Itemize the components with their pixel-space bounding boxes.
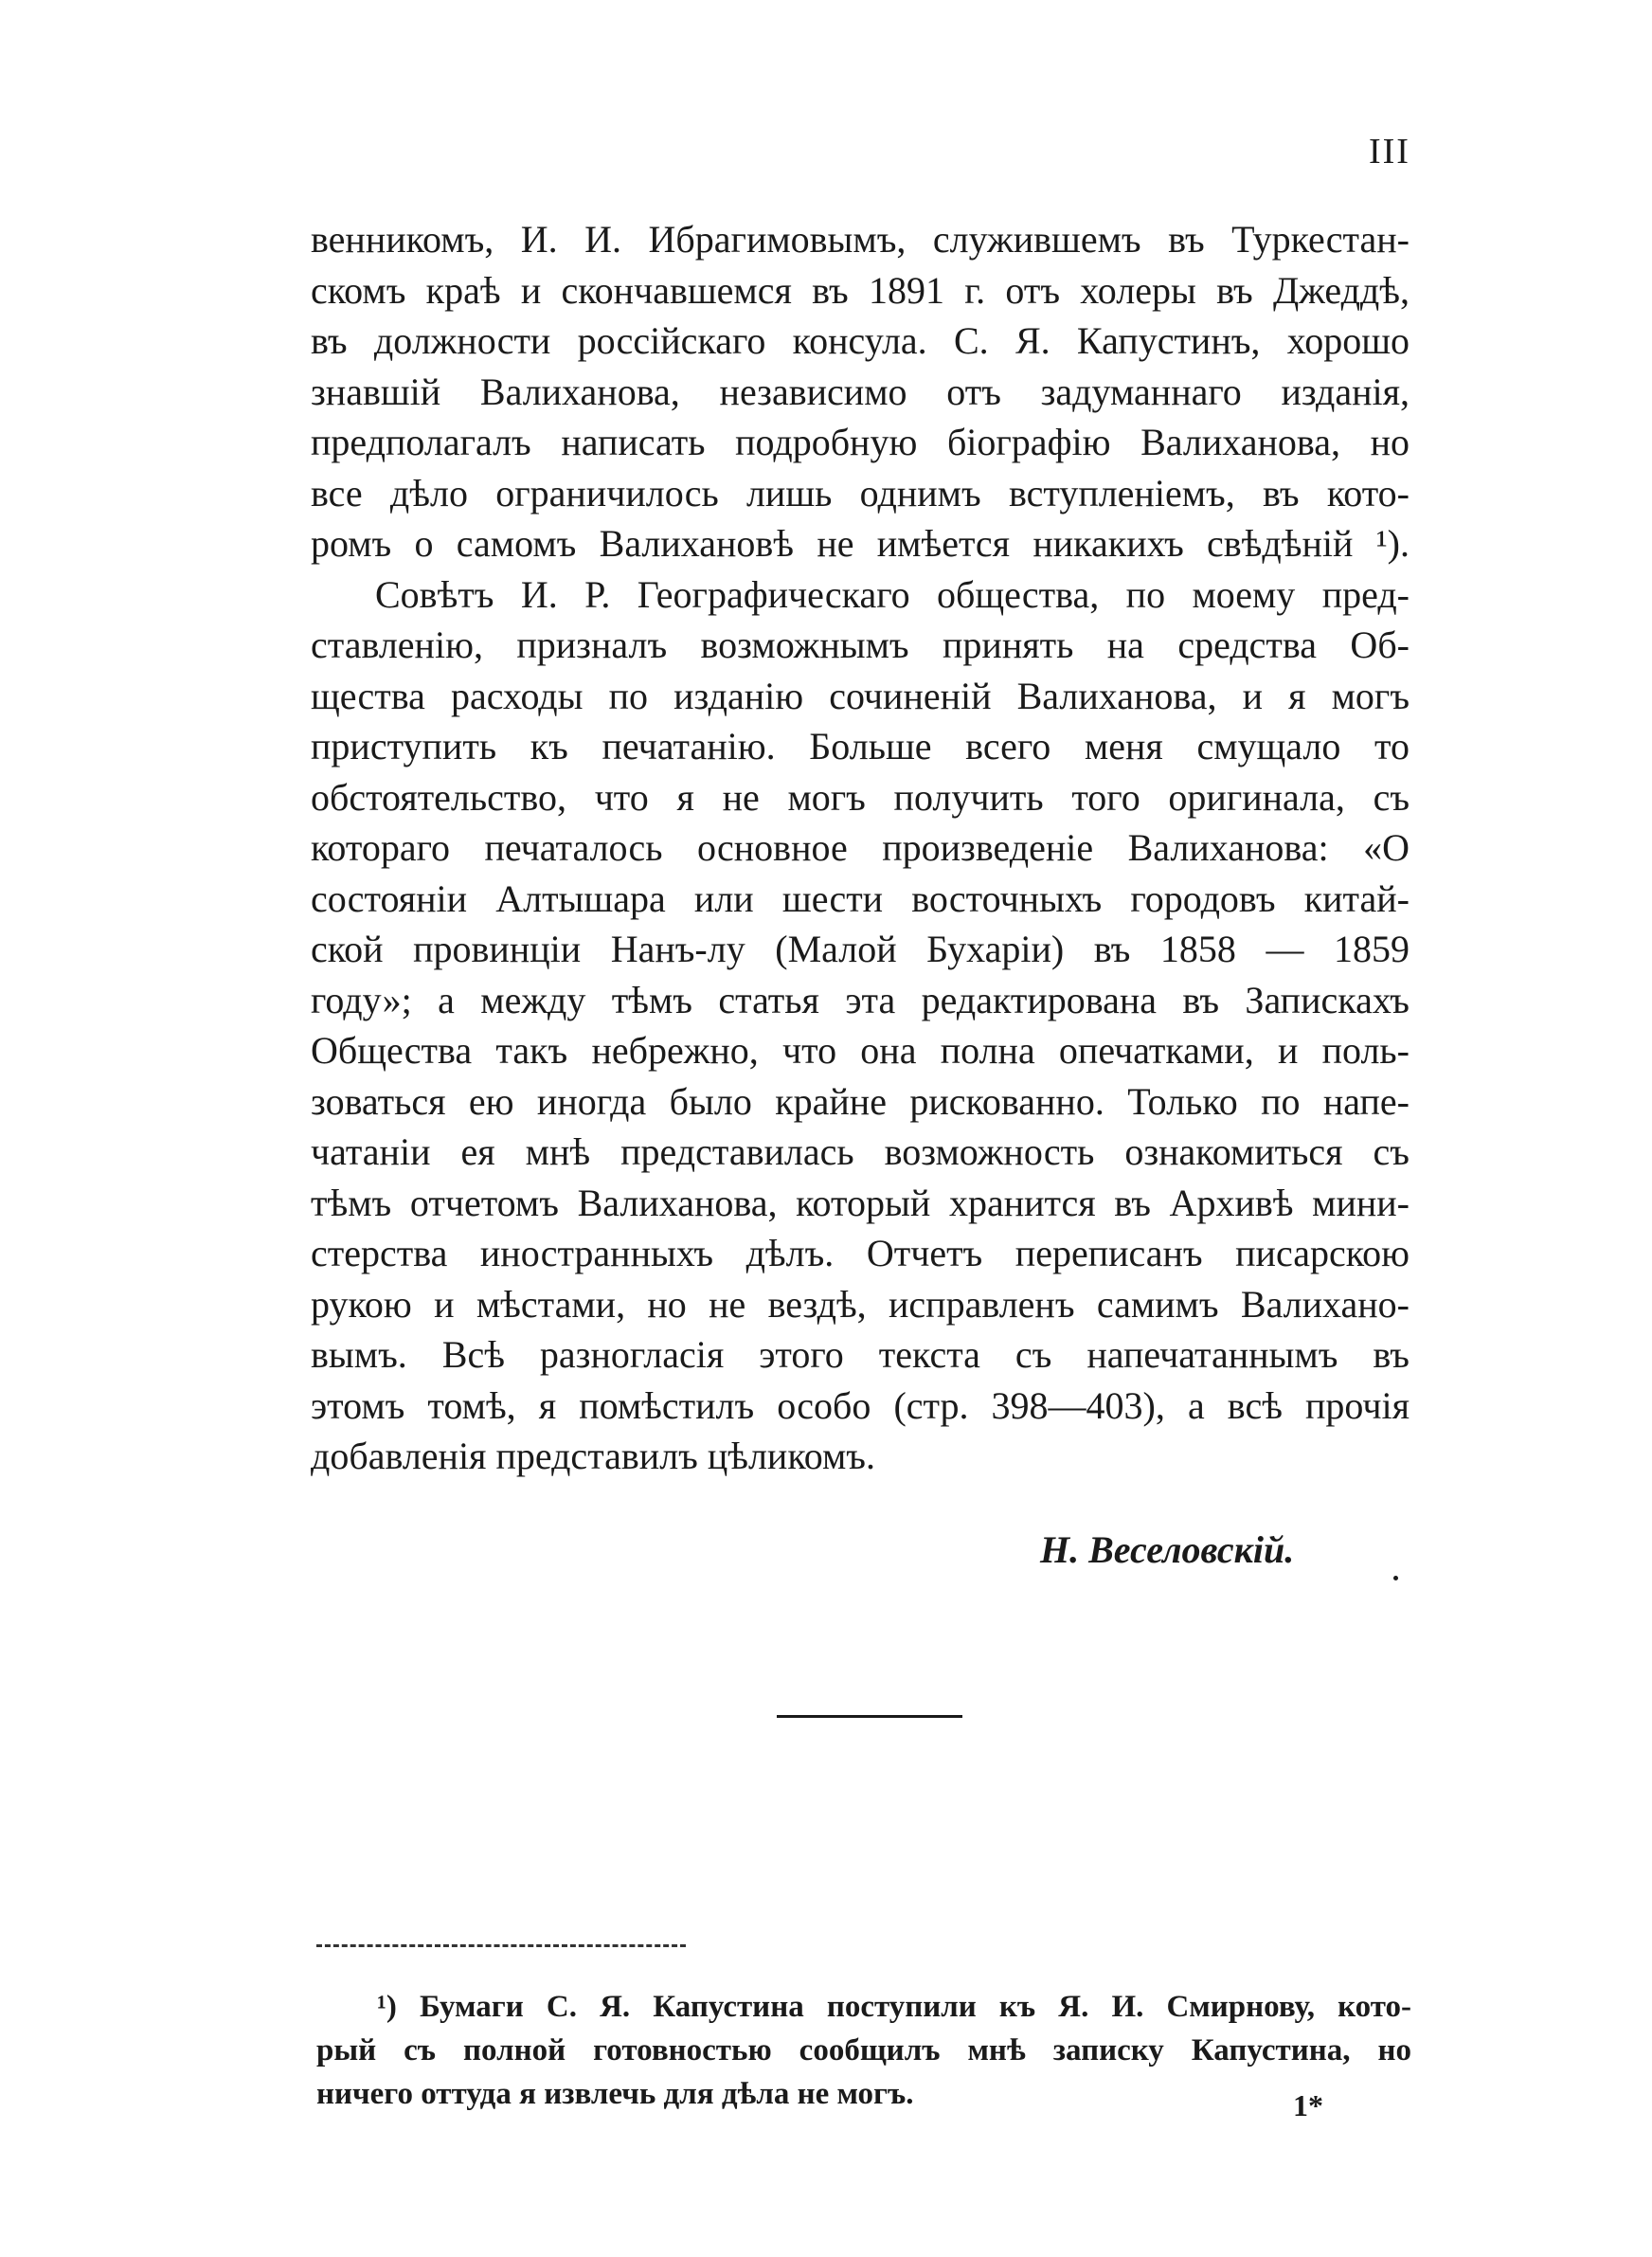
text-line: знавшій Валиханова, независимо отъ задуманнаго изданія, [311,370,1410,413]
text-line: скомъ краѣ и скончавшемся въ 1891 г. отъ холеры въ Джеддѣ, [311,268,1410,312]
text-line: этомъ томѣ, я помѣстилъ особо (стр. 398—403), а всѣ прочія [311,1383,1410,1427]
printer-signature-mark: 1* [1293,2088,1323,2122]
text-line: предполагалъ написать подробную біографію Валиханова, но [311,421,1410,463]
text-line: ромъ о самомъ Валихановѣ не имѣется никакихъ свѣдѣній ¹). [311,522,1410,565]
text-line: состояніи Алтышара или шести восточныхъ городовъ китай- [311,876,1410,920]
text-line: добавленія представилъ цѣликомъ. [311,1435,875,1477]
text-line: обстоятельство, что я не могъ получить того оригинала, съ [311,775,1410,819]
text-line: щества расходы по изданію сочиненій Валиханова, и я могъ [311,674,1410,717]
text-line: рукою и мѣстами, но не вездѣ, исправленъ самимъ Валихано- [311,1282,1410,1326]
text-line: ставленію, призналъ возможнымъ принять на средства Об- [311,623,1410,666]
text-line: Общества такъ небрежно, что она полна опечатками, и поль- [311,1029,1410,1072]
text-line: году»; а между тѣмъ статья эта редактирована въ Запискахъ [311,978,1410,1021]
section-divider [777,1715,962,1718]
page-number: III [1369,132,1410,172]
text-line: Совѣтъ И. Р. Географическаго общества, по моему пред- [375,572,1410,616]
text-line: въ должности россійскаго консула. С. Я. Капустинъ, хорошо [311,319,1410,362]
text-line: приступить къ печатанію. Больше всего меня смущало то [311,725,1410,767]
text-line: чатаніи ея мнѣ представилась возможность ознакомиться съ [311,1130,1410,1173]
author-signature: Н. Веселовскій. [1040,1528,1295,1571]
footnote-line: ¹) Бумаги С. Я. Капустина поступили къ Я. И. Смирнову, кото- [377,1990,1411,2024]
ink-dot [1393,1576,1398,1580]
text-line: ской провинціи Нанъ-лу (Малой Бухаріи) въ 1858 — 1859 [311,928,1410,970]
footnote-line: ничего оттуда я извлечь для дѣла не могъ. [316,2077,914,2111]
footnote-line: рый съ полной готовностью сообщилъ мнѣ записку Капустина, но [316,2033,1411,2067]
text-line: тѣмъ отчетомъ Валиханова, который хранится въ Архивѣ мини- [311,1181,1410,1224]
footnote [316,1985,1411,2116]
text-line: все дѣло ограничилось лишь однимъ вступленіемъ, въ кото- [311,471,1410,515]
text-line: зоваться ею иногда было крайне рискованно. Только по напе- [311,1079,1410,1123]
footnote-divider [316,1944,686,1947]
main-text [311,214,1410,1482]
text-line: котораго печаталось основное произведеніе Валиханова: «О [311,826,1410,869]
text-line: вымъ. Всѣ разногласія этого текста съ напечатаннымъ въ [311,1333,1410,1376]
text-line: стерства иностранныхъ дѣлъ. Отчетъ переписанъ писарскою [311,1232,1410,1274]
text-line: венникомъ, И. И. Ибрагимовымъ, служившемъ въ Туркестан- [311,218,1410,261]
